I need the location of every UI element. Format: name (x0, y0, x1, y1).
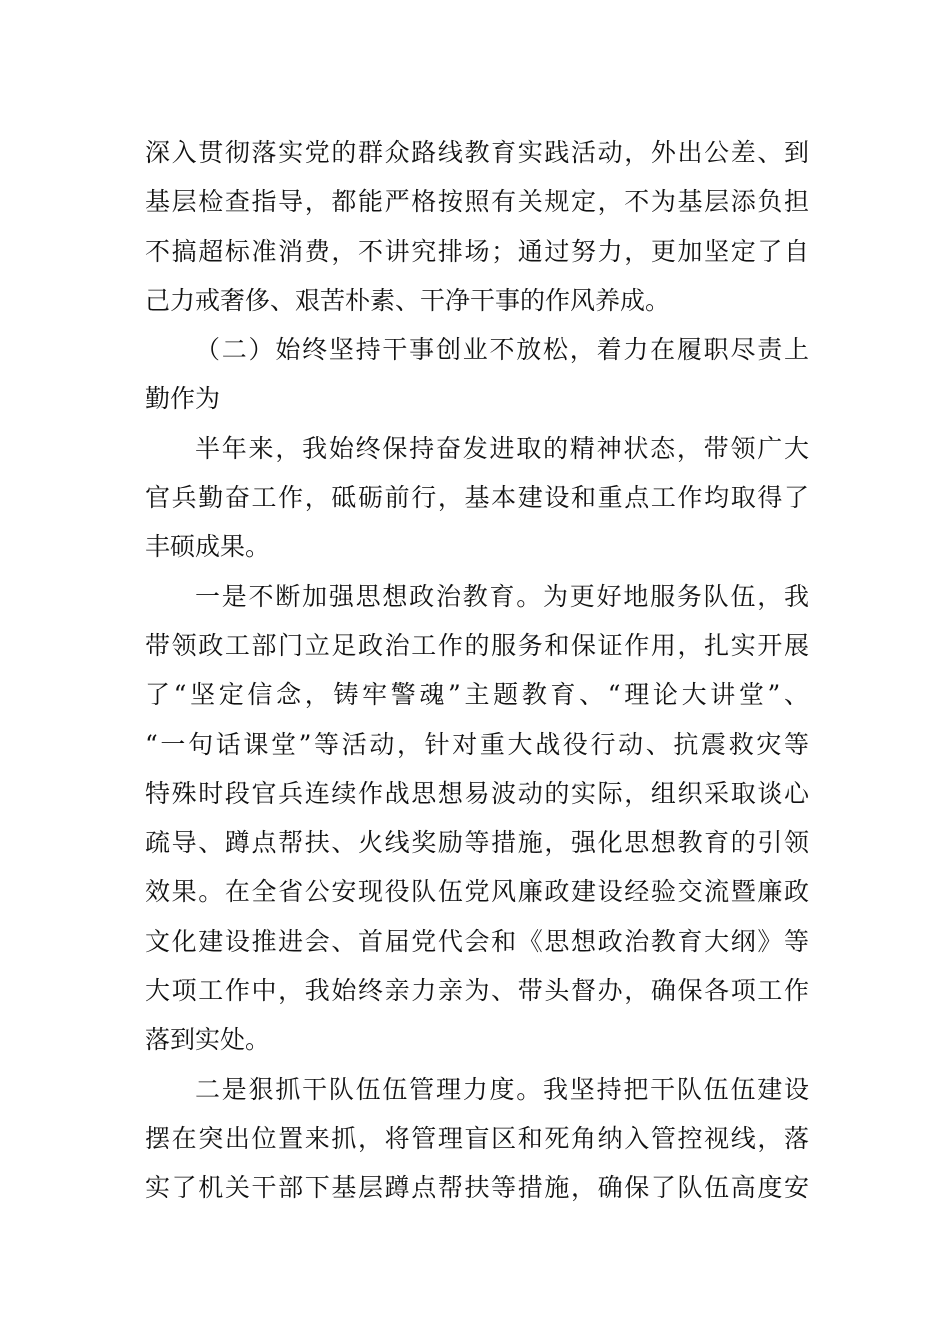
text-line: 效果。在全省公安现役队伍党风廉政建设经验交流暨廉政 (145, 877, 809, 907)
text-line: 大项工作中，我始终亲力亲为、带头督办，确保各项工作 (145, 976, 809, 1006)
text-line: 半年来，我始终保持奋发进取的精神状态，带领广大 (195, 433, 809, 463)
document-body (145, 128, 809, 1213)
text-line: 文化建设推进会、首届党代会和《思想政治教育大纲》等 (145, 926, 809, 956)
text-line: 一是不断加强思想政治教育。为更好地服务队伍，我 (195, 581, 809, 611)
text-line: 深入贯彻落实党的群众路线教育实践活动，外出公差、到 (145, 138, 809, 167)
text-line: 官兵勤奋工作，砥砺前行，基本建设和重点工作均取得了 (145, 483, 809, 513)
text-line: 疏导、蹲点帮扶、火线奖励等措施，强化思想教育的引领 (145, 828, 809, 858)
text-line: 了“坚定信念，铸牢警魂”主题教育、“理论大讲堂”、 (145, 680, 809, 710)
text-line: 丰硕成果。 (145, 532, 271, 562)
text-line: 己力戒奢侈、艰苦朴素、干净干事的作风养成。 (145, 285, 671, 315)
text-line: 带领政工部门立足政治工作的服务和保证作用，扎实开展 (145, 630, 809, 660)
section-heading-line: （二）始终坚持干事创业不放松，着力在履职尽责上 (195, 335, 809, 365)
text-line: 不搞超标准消费，不讲究排场；通过努力，更加坚定了自 (145, 236, 809, 266)
section-heading-line: 勤作为 (145, 384, 221, 414)
text-line: “一句话课堂”等活动，针对重大战役行动、抗震救灾等 (145, 729, 809, 759)
text-line: 摆在突出位置来抓，将管理盲区和死角纳入管控视线，落 (145, 1123, 809, 1153)
text-line: 基层检查指导，都能严格按照有关规定，不为基层添负担 (145, 187, 809, 217)
text-line: 实了机关干部下基层蹲点帮扶等措施，确保了队伍高度安 (145, 1173, 809, 1203)
text-line: 落到实处。 (145, 1025, 271, 1055)
text-line: 特殊时段官兵连续作战思想易波动的实际，组织采取谈心 (145, 778, 809, 808)
text-line: 二是狠抓干队伍伍管理力度。我坚持把干队伍伍建设 (195, 1074, 809, 1104)
